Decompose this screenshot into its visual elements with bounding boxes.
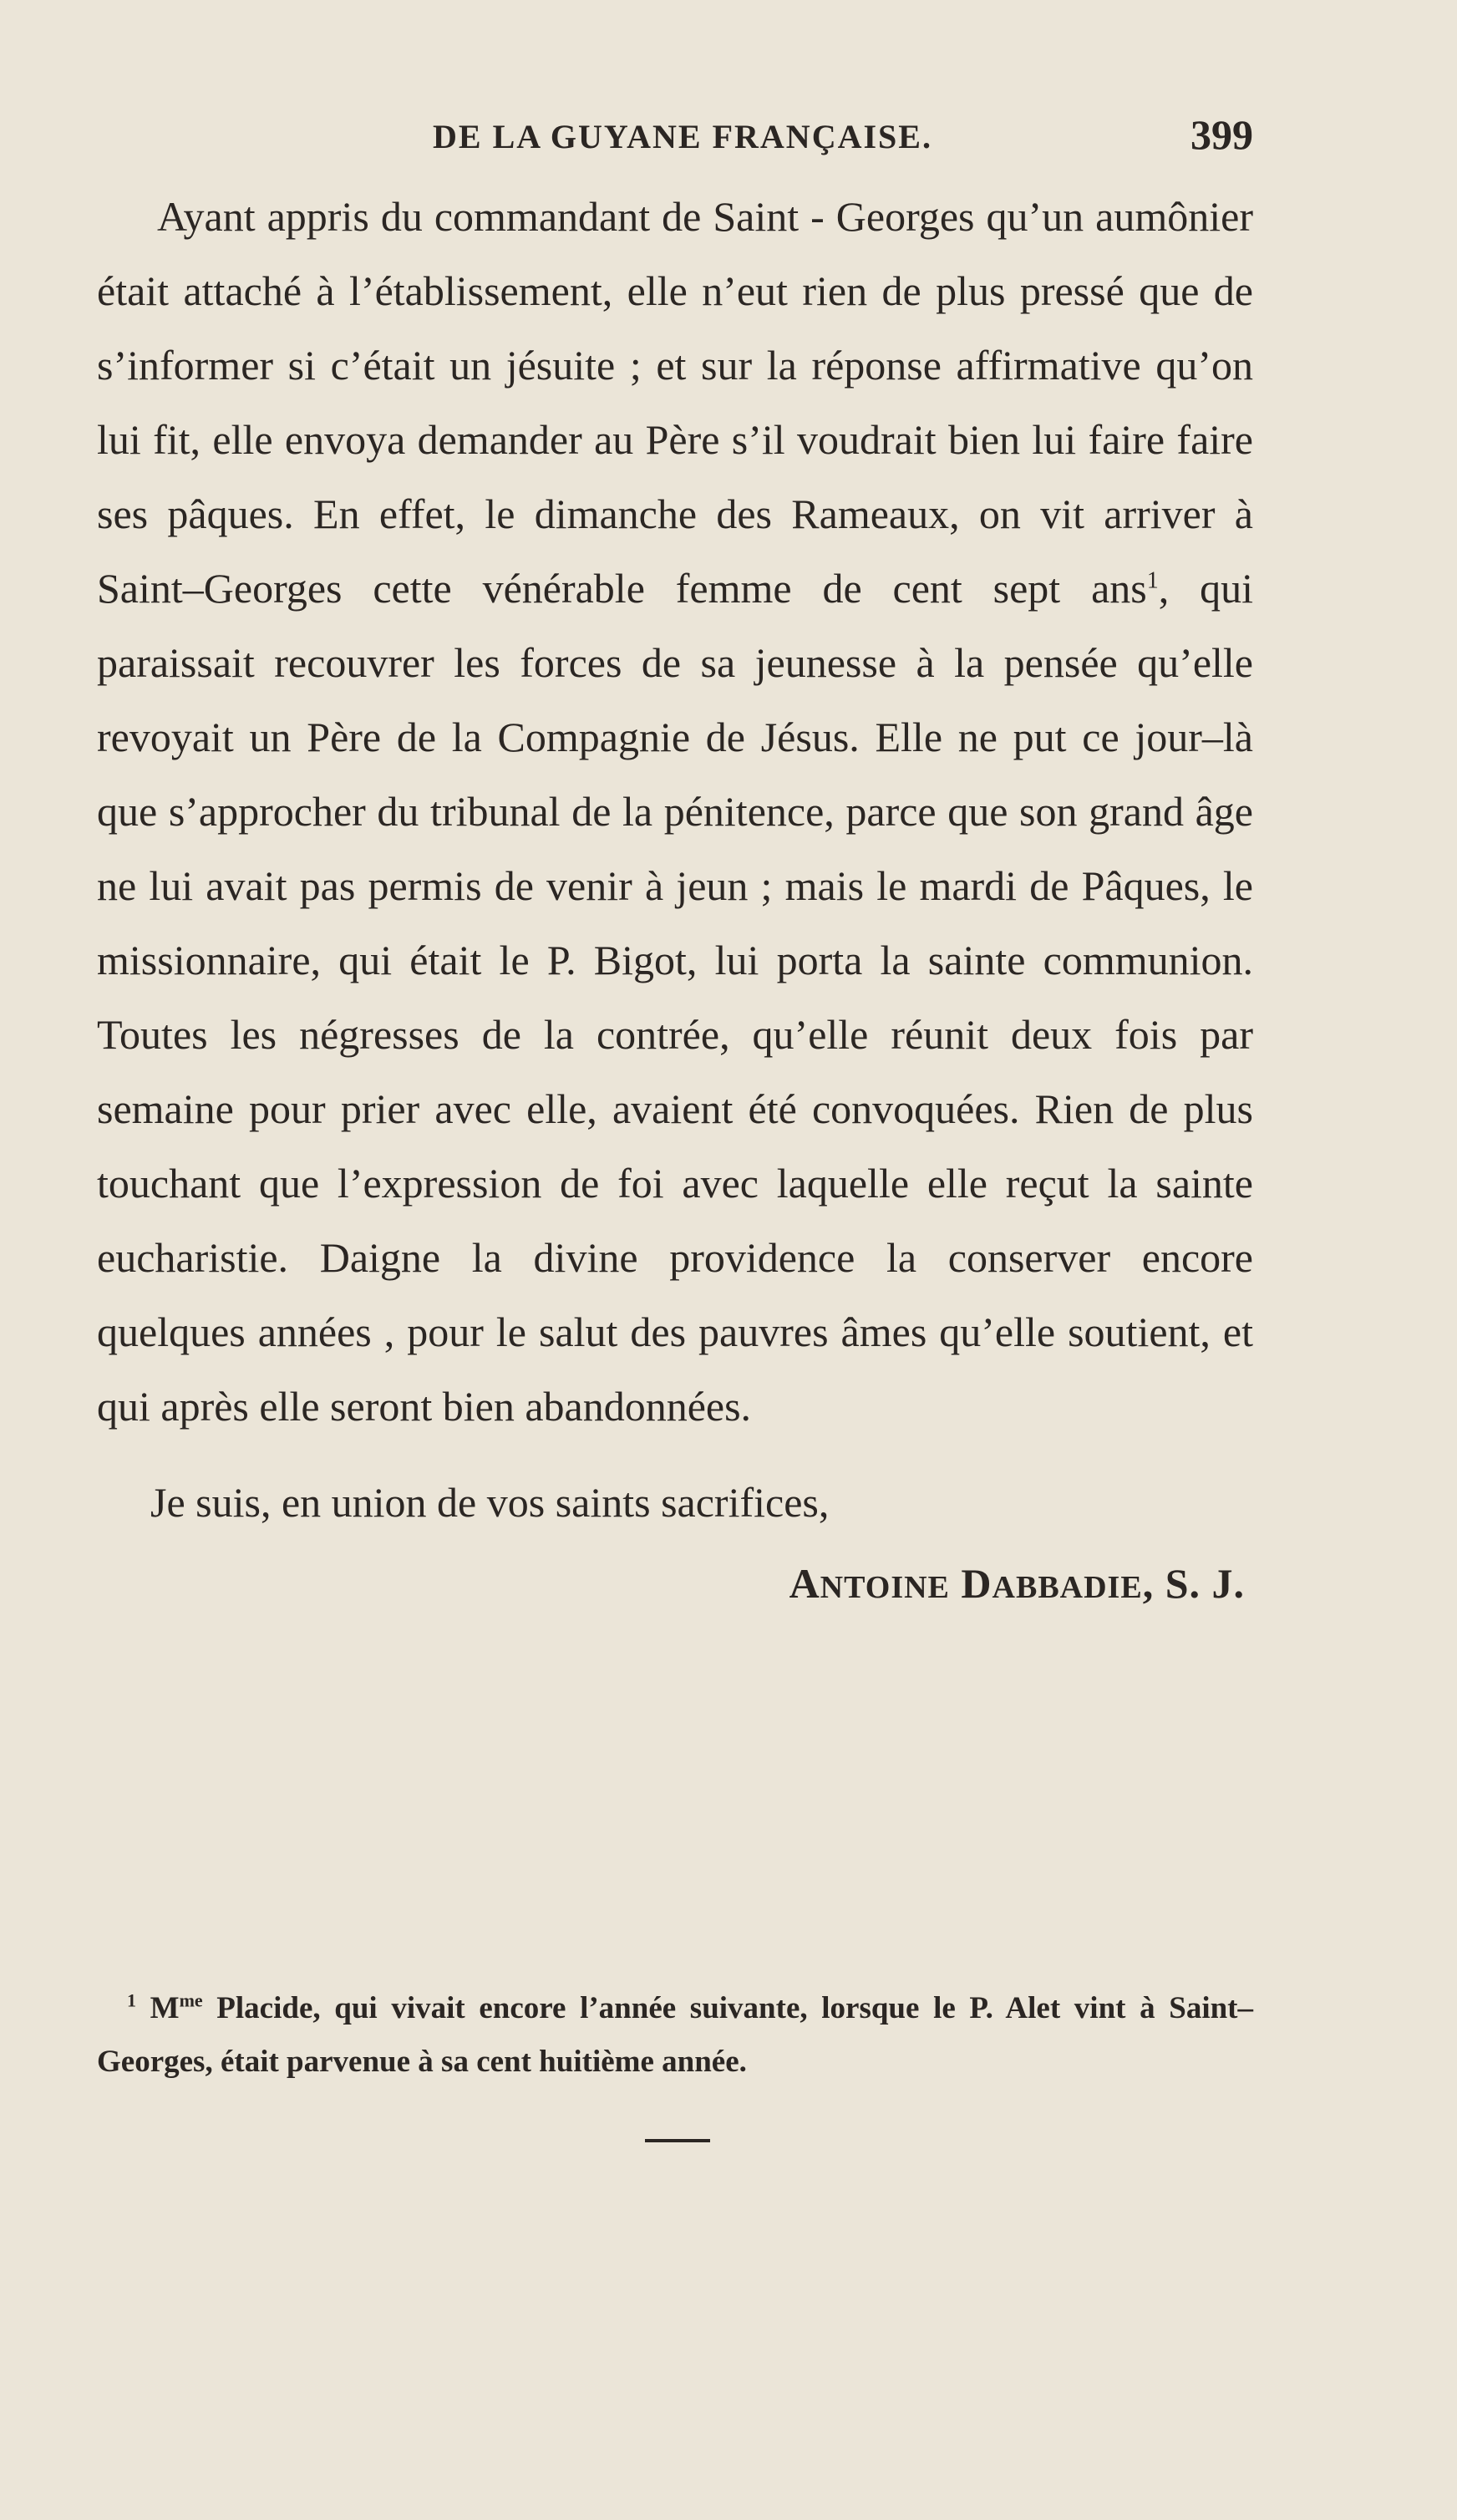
closing-rule — [645, 2139, 710, 2142]
page-number: 399 — [1190, 111, 1253, 158]
paragraph-text-b: , qui paraissait recouvrer les forces de sa jeunesse à la pensée qu’elle revoyait un Père de la Compagnie de Jésus. Elle ne put ce jour–là que s’approcher du tribunal de la pénitence, parce que son grand âge ne lui avait pas permis de venir à jeun ; mais le mardi de Pâques, le missionnaire, qui était le P. Bigot, lui porta la sainte communion. Toutes les négresses de la contrée, qu’elle réunit deux fois par semaine pour prier avec elle, avaient été convoquées. Rien de plus touchant que l’expression de foi avec laquelle elle reçut la sainte eucharistie. Daigne la divine providence la conserver encore quelques années , pour le salut des pauvres âmes qu’elle soutient, et qui après elle seront bien abandonnées. — [97, 565, 1253, 1430]
signature-first-initial: A — [789, 1560, 820, 1607]
main-text — [97, 180, 1253, 1625]
footnote — [97, 1982, 1253, 2089]
signature-suffix: , S. J. — [1142, 1560, 1245, 1607]
paragraph — [97, 180, 1253, 1444]
paragraph-text-a: Ayant appris du commandant de Saint - Georges qu’un aumônier était attaché à l’établissement, elle n’eut rien de plus pressé que de s’informer si c’était un jésuite ; et sur la réponse affirmative qu’on lui fit, elle envoya demander au Père s’il voudrait bien lui faire faire ses pâques. En effet, le dimanche des Rameaux, on vit arriver à Saint–Georges cette vénérable femme de cent sept ans — [97, 193, 1253, 612]
footnote-number: 1 — [127, 1989, 136, 2011]
signature-last-initial: D — [961, 1560, 992, 1607]
footnote-honorific-sup: me — [179, 1989, 203, 2011]
signature-last-rest: ABBADIE — [992, 1570, 1143, 1605]
closing-line: Je suis, en union de vos saints sacrifices, — [150, 1479, 830, 1526]
footnote-reference: 1 — [1146, 567, 1159, 594]
running-title: DE LA GUYANE FRANÇAISE. — [433, 118, 932, 155]
footnote-honorific: M — [150, 1991, 180, 2025]
signature — [97, 1547, 1253, 1625]
footnote-text: Placide, qui vivait encore l’année suivante, lorsque le P. Alet vint à Saint–Georges, était parvenue à sa cent huitième année. — [97, 1991, 1254, 2079]
signature-first-rest: NTOINE — [820, 1570, 950, 1605]
page-header — [97, 111, 1253, 167]
